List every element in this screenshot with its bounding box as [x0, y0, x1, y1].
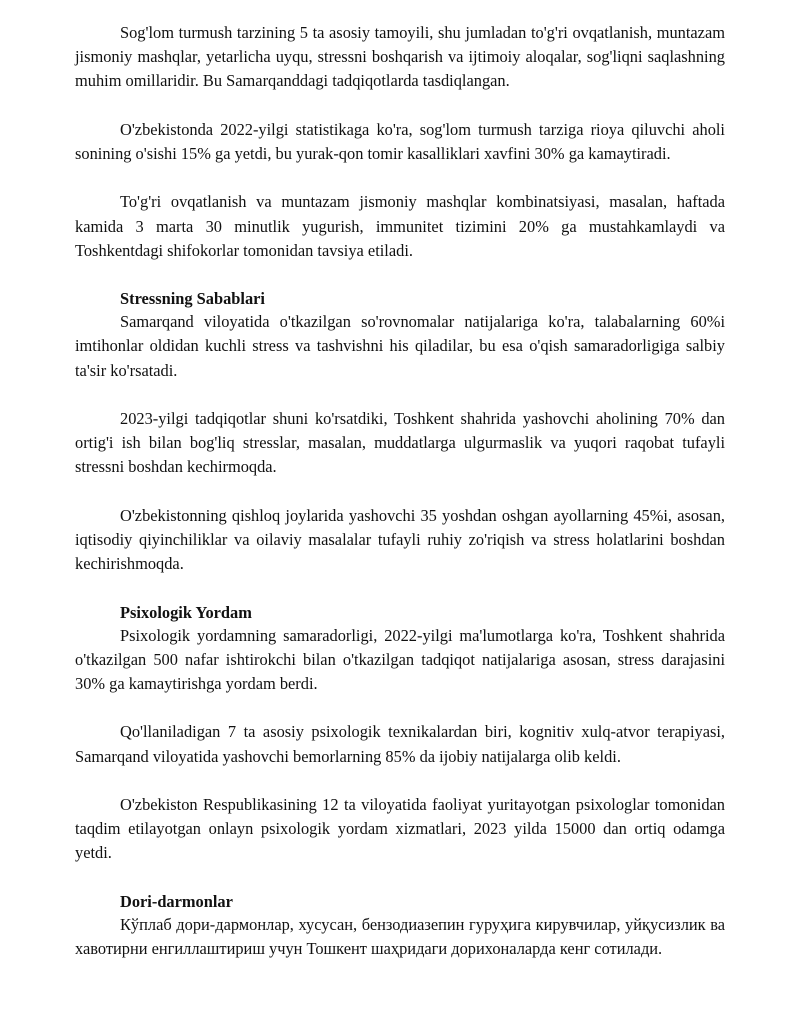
- psych-section: [75, 601, 725, 866]
- stress-paragraph-2: 2023-yilgi tadqiqotlar shuni ko'rsatdiki, Toshkent shahrida yashovchi aholining 70% dan ortig'i ish bilan bog'liq stresslar, masalan, muddatlarga ulgurmaslik va yuqori raqobat tufayli stressni boshdan kechirmoqda.: [75, 408, 725, 477]
- psych-paragraph-3: O'zbekiston Respublikasining 12 ta viloyatida faoliyat yuritayotgan psixologlar tomonidan taqdim etilayotgan onlayn psixologik yordam xizmatlari, 2023 yilda 15000 dan ortiq odamga yetdi.: [75, 794, 725, 863]
- stress-section: [75, 287, 725, 576]
- stress-heading: Stressning Sabablari: [120, 289, 265, 309]
- document-page: [75, 21, 725, 961]
- intro-section: [75, 21, 725, 263]
- stress-paragraph-1: Samarqand viloyatida o'tkazilgan so'rovnomalar natijalariga ko'ra, talabalarning 60%i imtihonlar oldidan kuchli stress va tashvishni his qiladilar, bu esa o'qish samaradorligiga salbiy ta'sir ko'rsatadi.: [75, 312, 725, 380]
- intro-paragraph-1: Sog'lom turmush tarzining 5 ta asosiy tamoyili, shu jumladan to'g'ri ovqatlanish, muntazam jismoniy mashqlar, yetarlicha uyqu, stressni boshqarish va ijtimoiy aloqalar, sog'liqni saqlashning muhim omillaridir. Bu Samarqanddagi tadqiqotlarda tasdiqlangan.: [75, 23, 725, 91]
- psych-paragraph-2: Qo'llaniladigan 7 ta asosiy psixologik texnikalardan biri, kognitiv xulq-atvor terapiyasi, Samarqand viloyatida yashovchi bemorlarning 85% da ijobiy natijalarga olib keldi.: [75, 722, 725, 766]
- drugs-section: [75, 890, 725, 961]
- stress-paragraph-3: O'zbekistonning qishloq joylarida yashovchi 35 yoshdan oshgan ayollarning 45%i, asosan, iqtisodiy qiyinchiliklar va oilaviy masalalar tufayli ruhiy zo'riqish va stress holatlarini boshdan kechirishmoqda.: [75, 505, 725, 574]
- drugs-paragraph-1: Кўплаб дори-дармонлар, хусусан, бензодиазепин гуруҳига кирувчилар, уйқусизлик ва хавотирни енгиллаштириш учун Тошкент шаҳридаги дорихоналарда кенг сотилади.: [75, 914, 725, 958]
- psych-paragraph-1: Psixologik yordamning samaradorligi, 2022-yilgi ma'lumotlarga ko'ra, Toshkent shahrida o'tkazilgan 500 nafar ishtirokchi bilan o'tkazilgan tadqiqot natijalariga asosan, stress darajasini 30% ga kamaytirishga yordam berdi.: [75, 625, 725, 693]
- psych-heading: Psixologik Yordam: [120, 602, 252, 622]
- intro-paragraph-3: To'g'ri ovqatlanish va muntazam jismoniy mashqlar kombinatsiyasi, masalan, haftada kamida 3 marta 30 minutlik yugurish, immunitet tizimini 20% ga mustahkamlaydi va Toshkentdagi shifokorlar tomonidan tavsiya etiladi.: [75, 192, 725, 260]
- drugs-heading: Dori-darmonlar: [120, 891, 233, 911]
- intro-paragraph-2: O'zbekistonda 2022-yilgi statistikaga ko'ra, sog'lom turmush tarziga rioya qiluvchi aholi sonining o'sishi 15% ga yetdi, bu yurak-qon tomir kasalliklari xavfini 30% ga kamaytiradi.: [75, 119, 725, 163]
